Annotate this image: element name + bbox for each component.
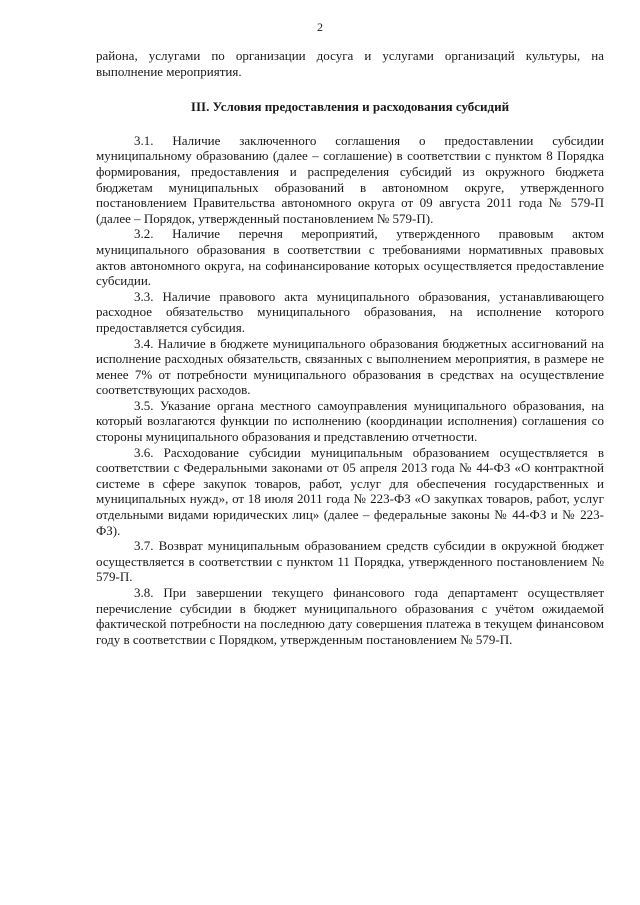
section-heading: III. Условия предоставления и расходования субсидий xyxy=(190,99,510,115)
paragraph-3-4: 3.4. Наличие в бюджете муниципального образования бюджетных ассигнований на исполнение расходных обязательств, связанных с выполнением мероприятия, в размере не менее 7% от потребности муниципального образования в средствах на осуществление соответствующих расходов. xyxy=(96,335,604,398)
paragraph-3-7: 3.7. Возврат муниципальным образованием средств субсидии в окружной бюджет осуществляется в соответствии с пунктом 11 Порядка, утвержденного постановлением № 579-П. xyxy=(96,538,604,585)
paragraph-3-8: 3.8. При завершении текущего финансового года департамент осуществляет перечисление субсидии в бюджет муниципального образования с учётом ожидаемой фактической потребности на последнюю дату совершения платежа в текущем финансовом году в соответствии с Порядком, утвержденным постановлением № 579-П. xyxy=(96,585,604,647)
paragraph-3-1: 3.1. Наличие заключенного соглашения о предоставлении субсидии муниципальному образованию (далее – соглашение) в соответствии с пунктом 8 Порядка формирования, предоставления и распределения субсидий из окружного бюджета бюджетам муниципальных образований в автономном округе, утвержденного постановлением Правительства автономного округа от 09 августа 2011 года № 579-П (далее – Порядок, утвержденный постановлением № 579-П). xyxy=(96,132,604,226)
paragraph-3-3: 3.3. Наличие правового акта муниципального образования, устанавливающего расходное обязательство муниципального образования, на исполнение которого предоставляется субсидия. xyxy=(96,288,604,335)
paragraph-3-6: 3.6. Расходование субсидии муниципальным образованием осуществляется в соответствии с Федеральными законами от 05 апреля 2013 года № 44-ФЗ «О контрактной системе в сфере закупок товаров, работ, услуг для обеспечения государственных и муниципальных нужд», от 18 июля 2011 года № 223-ФЗ «О закупках товаров, работ, услуг отдельными видами юридических лиц» (далее – федеральные законы № 44-ФЗ и № 223-ФЗ). xyxy=(96,444,604,538)
intro-paragraph: района, услугами по организации досуга и услугами организаций культуры, на выполнение мероприятия. xyxy=(96,48,604,79)
paragraph-3-2: 3.2. Наличие перечня мероприятий, утвержденного правовым актом муниципального образования в соответствии с требованиями нормативных правовых актов автономного округа, на софинансирование которых осуществляется предоставление субсидии. xyxy=(96,226,604,289)
page-number: 2 xyxy=(317,20,323,34)
document-body xyxy=(96,48,604,647)
paragraph-3-5: 3.5. Указание органа местного самоуправления муниципального образования, на который возлагаются функции по исполнению (координации исполнения) соглашения со стороны муниципального образования и представлению отчетности. xyxy=(96,397,604,445)
